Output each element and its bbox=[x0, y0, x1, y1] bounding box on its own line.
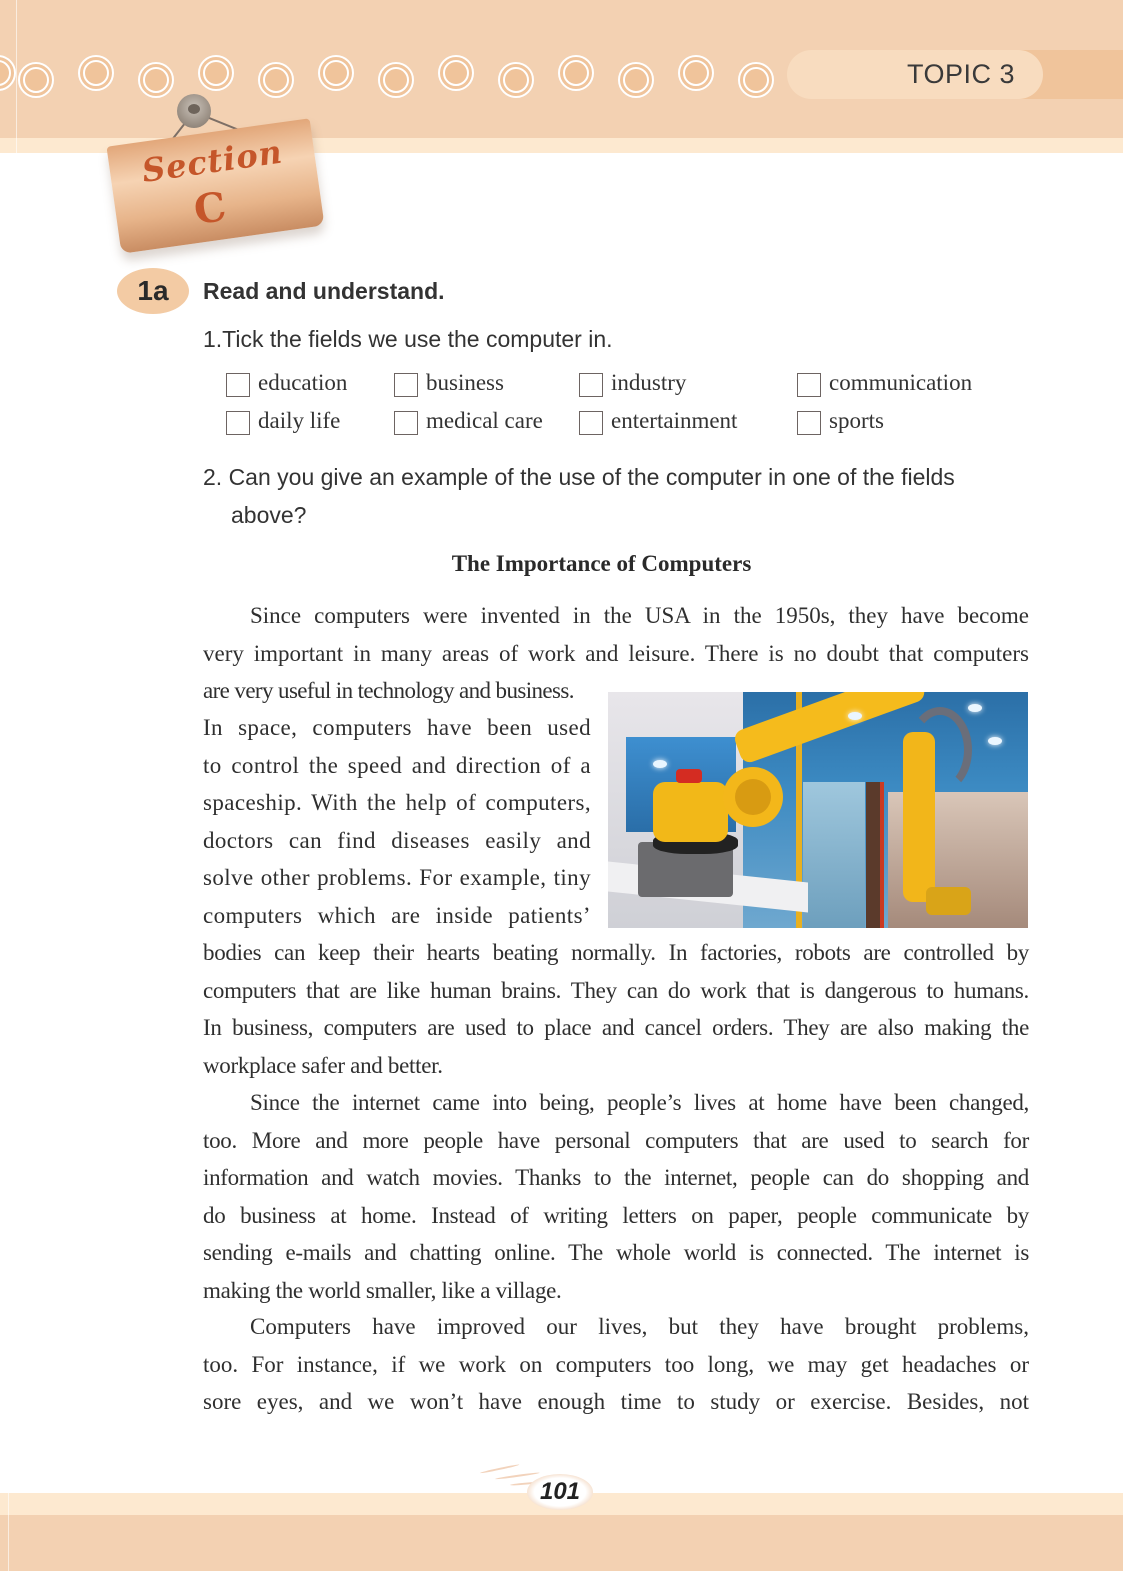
ring-decoration bbox=[78, 55, 114, 91]
checkbox[interactable] bbox=[226, 411, 250, 435]
text-line: making the world smaller, like a village. bbox=[203, 1277, 562, 1303]
paragraph-3 bbox=[203, 1308, 1029, 1421]
option-daily-life[interactable] bbox=[226, 407, 340, 435]
text-line: to control the speed and direction of a bbox=[203, 752, 591, 778]
activity-number: 1a bbox=[137, 275, 169, 306]
option-sports[interactable] bbox=[797, 407, 884, 435]
checkbox[interactable] bbox=[394, 373, 418, 397]
option-label: daily life bbox=[258, 408, 341, 433]
ring-decoration bbox=[498, 62, 534, 98]
page-guide-line bbox=[16, 0, 17, 153]
section-title: Section bbox=[139, 132, 285, 190]
option-business[interactable] bbox=[394, 369, 504, 397]
paragraph-1-intro bbox=[203, 597, 1029, 672]
paragraph-1-continued bbox=[203, 934, 1029, 1084]
footer-band bbox=[0, 1515, 1123, 1571]
text-line: too. More and more people have personal computers that are used to search for bbox=[203, 1127, 1029, 1153]
text-line: Since the internet came into being, people’s lives at home have been changed, bbox=[250, 1090, 1029, 1115]
activity-badge bbox=[117, 268, 189, 314]
option-label: communication bbox=[829, 370, 973, 395]
checkbox[interactable] bbox=[226, 373, 250, 397]
option-industry[interactable] bbox=[579, 369, 686, 397]
question-2 bbox=[203, 458, 1033, 534]
ring-decoration bbox=[378, 62, 414, 98]
text-line: computers which are inside patients’ bbox=[203, 902, 591, 928]
paragraph-1-wrap-first bbox=[203, 672, 591, 710]
option-label: medical care bbox=[426, 408, 543, 433]
text-line: Since computers were invented in the USA in the 1950s, they have become bbox=[250, 603, 1029, 628]
checkbox[interactable] bbox=[797, 411, 821, 435]
option-communication[interactable] bbox=[797, 369, 972, 397]
topic-tab bbox=[787, 50, 1043, 99]
text-line: doctors can find diseases easily and bbox=[203, 827, 591, 853]
text-line: bodies can keep their hearts beating normally. In factories, robots are controlled by bbox=[203, 940, 1029, 965]
text-line: solve other problems. For example, tiny bbox=[203, 865, 591, 890]
text-line: spaceship. With the help of computers, bbox=[203, 790, 591, 815]
question-1: 1.Tick the fields we use the computer in. bbox=[203, 326, 613, 352]
page-number: 101 bbox=[539, 1478, 581, 1505]
pin-icon bbox=[177, 94, 211, 128]
ring-decoration bbox=[678, 55, 714, 91]
paragraph-2 bbox=[203, 1084, 1029, 1309]
checkbox[interactable] bbox=[394, 411, 418, 435]
text-line: computers that are like human brains. They can do work that is dangerous to humans. bbox=[203, 977, 1029, 1003]
text-line: Computers have improved our lives, but they have brought problems, bbox=[250, 1314, 1029, 1339]
swoosh-decoration bbox=[495, 1472, 540, 1480]
ring-decoration bbox=[318, 55, 354, 91]
checkbox[interactable] bbox=[579, 373, 603, 397]
topic-label: TOPIC 3 bbox=[906, 59, 1015, 89]
page-guide-line bbox=[8, 1493, 9, 1571]
sign-board bbox=[106, 118, 324, 253]
ring-decoration bbox=[558, 55, 594, 91]
option-label: business bbox=[426, 370, 504, 395]
article-title: The Importance of Computers bbox=[451, 551, 752, 576]
checkbox[interactable] bbox=[579, 411, 603, 435]
section-letter: C bbox=[190, 182, 230, 234]
text-line: In business, computers are used to place and cancel orders. They are also making the bbox=[203, 1015, 1029, 1040]
section-sign bbox=[105, 90, 335, 260]
question-2-line-2: above? bbox=[231, 502, 307, 528]
text-line: workplace safer and better. bbox=[203, 1052, 443, 1078]
option-education[interactable] bbox=[226, 369, 347, 397]
text-line: information and watch movies. Thanks to the internet, people can do shopping and bbox=[203, 1165, 1029, 1190]
option-label: industry bbox=[611, 370, 687, 395]
robot-arm-photo bbox=[608, 692, 1028, 928]
ring-decoration bbox=[738, 62, 774, 98]
text-line: In space, computers have been used bbox=[203, 715, 591, 740]
checkbox[interactable] bbox=[797, 373, 821, 397]
option-entertainment[interactable] bbox=[579, 407, 737, 435]
option-label: education bbox=[258, 370, 348, 395]
page-number-badge bbox=[527, 1474, 593, 1510]
swoosh-decoration bbox=[480, 1464, 520, 1474]
text-line: sending e-mails and chatting online. The whole world is connected. The internet is bbox=[203, 1240, 1029, 1265]
paragraph-1-wrapped bbox=[203, 709, 591, 934]
text-line: sore eyes, and we won’t have enough time to study or exercise. Besides, not bbox=[203, 1389, 1029, 1414]
ring-decoration bbox=[18, 62, 54, 98]
ring-decoration bbox=[618, 62, 654, 98]
activity-instruction: Read and understand. bbox=[203, 278, 445, 304]
text-line: are very useful in technology and business. bbox=[203, 678, 574, 703]
option-medical-care[interactable] bbox=[394, 407, 543, 435]
option-label: sports bbox=[829, 408, 884, 433]
text-line: too. For instance, if we work on computers too long, we may get headaches or bbox=[203, 1351, 1029, 1377]
ring-decoration bbox=[198, 55, 234, 91]
option-label: entertainment bbox=[611, 408, 738, 433]
question-2-line-1: 2. Can you give an example of the use of the computer in one of the fields bbox=[203, 464, 955, 490]
text-line: very important in many areas of work and leisure. There is no doubt that computers bbox=[203, 640, 1029, 666]
ring-decoration bbox=[438, 55, 474, 91]
text-line: do business at home. Instead of writing letters on paper, people communicate by bbox=[203, 1202, 1029, 1228]
